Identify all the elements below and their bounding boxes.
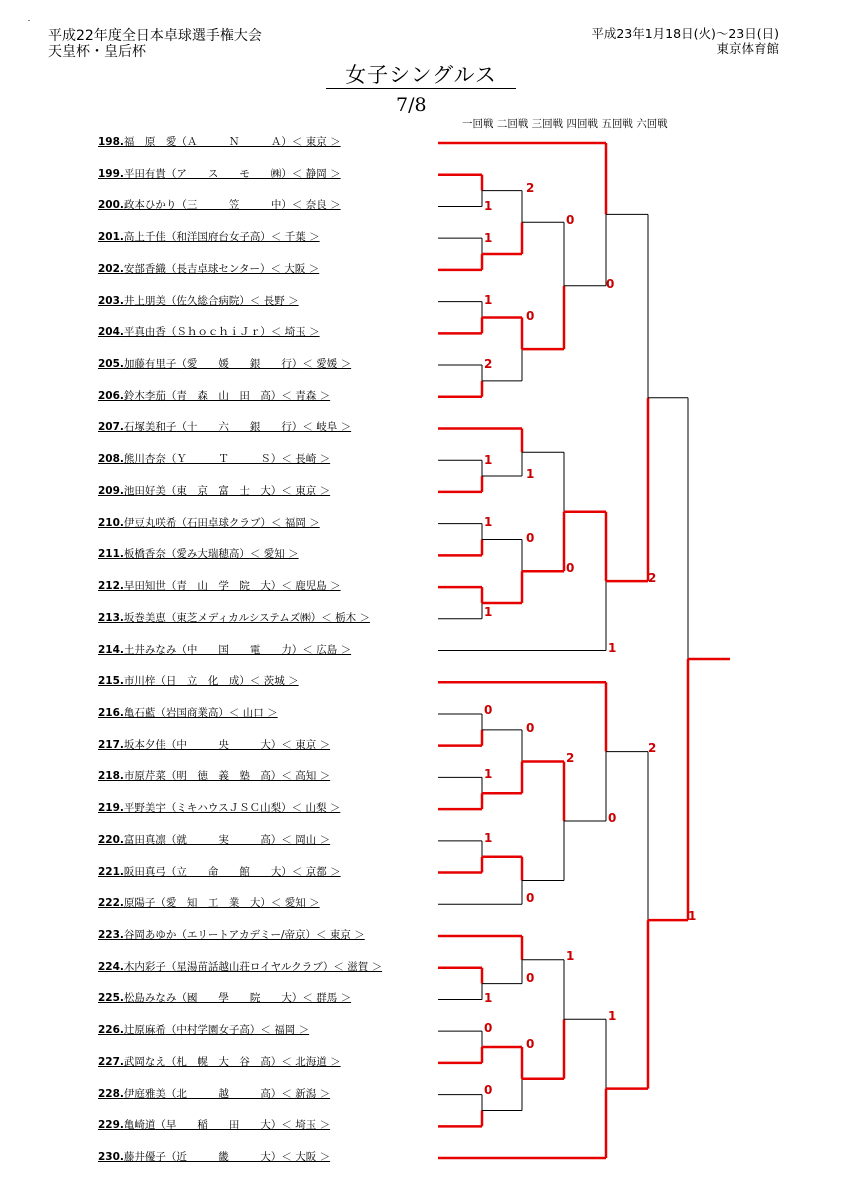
- player-affiliation: （Ａ Ｎ Ａ）: [176, 136, 292, 148]
- player-name: 平真由香: [123, 326, 166, 339]
- section-number: 7/8: [396, 94, 427, 116]
- match-score: 2: [566, 751, 575, 765]
- player-name: 阪田真弓: [123, 865, 166, 878]
- player-number: 210.: [98, 516, 124, 529]
- player-prefecture: ＜ 埼玉 ＞: [270, 326, 320, 339]
- player-prefecture: ＜ 福岡 ＞: [260, 1024, 310, 1037]
- player-affiliation: （就 実 高）: [165, 833, 282, 846]
- match-score: 0: [526, 1037, 535, 1051]
- player-affiliation: （Ｙ Ｔ Ｓ）: [165, 453, 282, 466]
- player-prefecture: ＜ 東京 ＞: [291, 136, 341, 148]
- match-score: 0: [606, 277, 615, 291]
- player-affiliation: （青 森 山 田 高）: [165, 389, 282, 402]
- player-prefecture: ＜ 北海道 ＞: [281, 1055, 341, 1068]
- player-name: 伊豆丸咲希: [123, 516, 177, 529]
- player-name: 池田好美: [123, 484, 166, 497]
- player-number: 224.: [98, 960, 124, 973]
- player-affiliation: （石田卓球クラブ）: [176, 516, 272, 529]
- match-score: 0: [526, 891, 535, 905]
- player-name: 谷岡あゆか: [123, 929, 177, 941]
- event-dates: 平成23年1月18日(火)〜23日(日): [591, 26, 779, 41]
- match-score: 2: [526, 181, 535, 195]
- match-score: 1: [566, 949, 575, 963]
- player-number: 222.: [98, 897, 124, 910]
- player-name: 熊川杏奈: [123, 453, 166, 466]
- player-number: 202.: [98, 262, 124, 275]
- player-name: 坂巻美恵: [123, 611, 166, 624]
- match-score: 0: [526, 309, 535, 323]
- player-name: 伊庭雅美: [123, 1087, 166, 1100]
- player-prefecture: ＜ 東京 ＞: [281, 484, 331, 497]
- player-prefecture: ＜ 静岡 ＞: [291, 167, 341, 180]
- player-affiliation: （星湯苗話越山荘ロイヤルクラブ）: [165, 960, 334, 973]
- match-score: 0: [484, 1083, 493, 1097]
- player-prefecture: ＜ 青森 ＞: [281, 389, 331, 402]
- match-score: 1: [484, 515, 493, 529]
- player-number: 211.: [98, 548, 124, 561]
- player-number: 228.: [98, 1087, 124, 1100]
- player-prefecture: ＜ 奈良 ＞: [291, 199, 341, 212]
- player-affiliation: （明 徳 義 塾 高）: [165, 770, 282, 783]
- match-score: 1: [484, 453, 493, 467]
- player-prefecture: ＜ 長野 ＞: [249, 294, 299, 307]
- player-affiliation: （中 国 電 力）: [176, 643, 303, 656]
- match-score: 1: [484, 293, 493, 307]
- player-name: 土井みなみ: [123, 643, 177, 656]
- player-affiliation: （中村学園女子高）: [165, 1024, 261, 1037]
- player-prefecture: ＜ 山梨 ＞: [291, 802, 341, 815]
- player-number: 218.: [98, 770, 124, 783]
- cups-name: 天皇杯・皇后杯: [48, 44, 146, 60]
- player-affiliation: （佐久総合病院）: [165, 294, 250, 307]
- player-name: 平野美宇: [123, 802, 166, 815]
- player-number: 198.: [98, 136, 124, 148]
- event-name: 平成22年度全日本卓球選手権大会: [48, 28, 262, 44]
- match-score: 1: [484, 199, 493, 213]
- match-score: 2: [648, 741, 657, 755]
- player-affiliation: （東芝メディカルシステムズ㈱）: [165, 611, 322, 624]
- player-prefecture: ＜ 岐阜 ＞: [302, 421, 352, 434]
- player-name: 平田有貴: [123, 167, 166, 180]
- player-prefecture: ＜ 福岡 ＞: [271, 516, 320, 529]
- player-prefecture: ＜ 愛知 ＞: [270, 897, 320, 910]
- player-affiliation: （日 立 化 成）: [155, 675, 250, 688]
- match-score: 0: [526, 971, 535, 985]
- match-score: 1: [484, 767, 493, 781]
- match-score: 1: [484, 231, 493, 245]
- player-affiliation: （近 畿 大）: [165, 1151, 282, 1164]
- player-number: 227.: [98, 1055, 124, 1068]
- player-prefecture: ＜ 高知 ＞: [281, 770, 331, 783]
- match-score: 0: [566, 213, 575, 227]
- player-number: 229.: [98, 1119, 124, 1132]
- player-number: 201.: [98, 231, 124, 244]
- player-affiliation: （ア ス モ ㈱）: [165, 167, 292, 180]
- player-number: 203.: [98, 294, 124, 307]
- player-name: 石塚美和子: [123, 421, 177, 434]
- player-name: 坂本夕佳: [123, 738, 166, 751]
- match-score: 0: [526, 721, 535, 735]
- player-number: 207.: [98, 421, 124, 434]
- player-number: 209.: [98, 484, 124, 497]
- player-number: 199.: [98, 167, 124, 180]
- player-prefecture: ＜ 山口 ＞: [228, 706, 278, 719]
- player-affiliation: （青 山 学 院 大）: [165, 580, 282, 593]
- player-prefecture: ＜ 東京 ＞: [281, 738, 331, 751]
- player-affiliation: （岩国商業高）: [155, 706, 229, 719]
- match-score: 1: [526, 467, 535, 481]
- player-prefecture: ＜ 埼玉 ＞: [281, 1119, 331, 1132]
- match-score: 1: [608, 1009, 617, 1023]
- match-score: 2: [484, 357, 493, 371]
- player-name: 井上朋美: [123, 294, 166, 307]
- player-number: 204.: [98, 326, 124, 339]
- player-name: 板橋香奈: [123, 548, 166, 561]
- player-affiliation: （和洋国府台女子高）: [165, 231, 271, 244]
- match-score: 2: [648, 571, 657, 585]
- player-name: 加藤有里子: [123, 358, 177, 371]
- player-affiliation: （立 命 館 大）: [165, 865, 292, 878]
- player-name: 市原芹菜: [123, 770, 166, 783]
- player-affiliation: （愛 媛 銀 行）: [176, 358, 303, 371]
- player-name: 安部香織: [123, 262, 166, 275]
- match-score: 0: [484, 703, 493, 717]
- player-name: 福 原 愛: [123, 136, 177, 148]
- match-score: 1: [608, 641, 617, 655]
- page-title: 女子シングルス: [326, 62, 516, 89]
- match-score: 1: [484, 831, 493, 845]
- player-affiliation: （ミキハウスＪＳＣ山梨）: [165, 802, 292, 815]
- player-prefecture: ＜ 京都 ＞: [291, 865, 341, 878]
- player-number: 200.: [98, 199, 124, 212]
- player-prefecture: ＜ 鹿児島 ＞: [281, 580, 341, 593]
- player-number: 225.: [98, 992, 124, 1005]
- player-name: 原陽子: [123, 897, 156, 910]
- player-name: 市川梓: [123, 675, 156, 688]
- match-score: 0: [566, 561, 575, 575]
- player-number: 206.: [98, 389, 124, 402]
- player-name: 松島みなみ: [123, 992, 177, 1005]
- player-affiliation: （エリートアカデミー/帝京）: [176, 929, 317, 941]
- player-prefecture: ＜ 新潟 ＞: [281, 1087, 331, 1100]
- player-number: 212.: [98, 580, 124, 593]
- player-prefecture: ＜ 愛知 ＞: [249, 548, 299, 561]
- player-affiliation: （愛 知 工 業 大）: [155, 897, 271, 910]
- player-prefecture: ＜ 東京 ＞: [316, 929, 365, 941]
- player-name: 高上千佳: [123, 231, 166, 244]
- player-prefecture: ＜ 岡山 ＞: [281, 833, 331, 846]
- player-affiliation: （北 越 高）: [165, 1087, 282, 1100]
- match-score: 0: [526, 531, 535, 545]
- match-score: 1: [484, 991, 493, 1005]
- player-number: 214.: [98, 643, 124, 656]
- player-prefecture: ＜ 栃木 ＞: [321, 611, 370, 624]
- player-number: 205.: [98, 358, 124, 371]
- match-score: 0: [484, 1021, 493, 1035]
- player-name: 木内彩子: [123, 960, 166, 973]
- player-affiliation: （東 京 富 士 大）: [165, 484, 282, 497]
- player-prefecture: ＜ 大阪 ＞: [270, 262, 320, 275]
- player-affiliation: （中 央 大）: [165, 738, 282, 751]
- player-affiliation: （札 幌 大 谷 高）: [165, 1055, 282, 1068]
- player-number: 223.: [98, 929, 124, 941]
- match-score: 0: [608, 811, 617, 825]
- player-affiliation: （早 稲 田 大）: [155, 1119, 282, 1132]
- player-name: 辻原麻希: [123, 1024, 166, 1037]
- player-name: 亀崎道: [123, 1119, 156, 1132]
- player-number: 208.: [98, 453, 124, 466]
- player-name: 亀石藍: [123, 706, 156, 719]
- player-number: 220.: [98, 833, 124, 846]
- player-number: 215.: [98, 675, 124, 688]
- player-affiliation: （長吉卓球センター）: [165, 262, 271, 275]
- player-name: 政本ひかり: [123, 199, 177, 212]
- player-name: 早田知世: [123, 580, 166, 593]
- player-number: 221.: [98, 865, 124, 878]
- event-venue: 東京体育館: [716, 41, 779, 56]
- player-prefecture: ＜ 千葉 ＞: [270, 231, 320, 244]
- match-score: 1: [688, 909, 697, 923]
- player-affiliation: （國 學 院 大）: [176, 992, 303, 1005]
- player-prefecture: ＜ 長崎 ＞: [281, 453, 331, 466]
- player-prefecture: ＜ 茨城 ＞: [249, 675, 299, 688]
- player-prefecture: ＜ 広島 ＞: [302, 643, 352, 656]
- player-number: 213.: [98, 611, 124, 624]
- player-name: 武岡なえ: [123, 1055, 166, 1068]
- match-score: 1: [484, 605, 493, 619]
- player-affiliation: （十 六 銀 行）: [176, 421, 303, 434]
- player-prefecture: ＜ 滋賀 ＞: [333, 960, 383, 973]
- player-affiliation: （愛み大瑞穂高）: [165, 548, 250, 561]
- player-prefecture: ＜ 大阪 ＞: [281, 1151, 331, 1164]
- round-headers: 一回戦 二回戦 三回戦 四回戦 五回戦 六回戦: [462, 118, 668, 130]
- player-name: 富田真凛: [123, 833, 166, 846]
- player-number: 226.: [98, 1024, 124, 1037]
- player-number: 219.: [98, 802, 124, 815]
- player-name: 鈴木李茄: [123, 389, 166, 402]
- player-affiliation: （三 笠 中）: [176, 199, 292, 212]
- player-affiliation: （ＳｈｏｃｈｉＪｒ）: [165, 326, 271, 339]
- player-name: 藤井優子: [123, 1151, 166, 1164]
- player-number: 230.: [98, 1151, 124, 1164]
- player-prefecture: ＜ 群馬 ＞: [302, 992, 352, 1005]
- player-number: 217.: [98, 738, 124, 751]
- player-prefecture: ＜ 愛媛 ＞: [302, 358, 352, 371]
- player-number: 216.: [98, 706, 124, 719]
